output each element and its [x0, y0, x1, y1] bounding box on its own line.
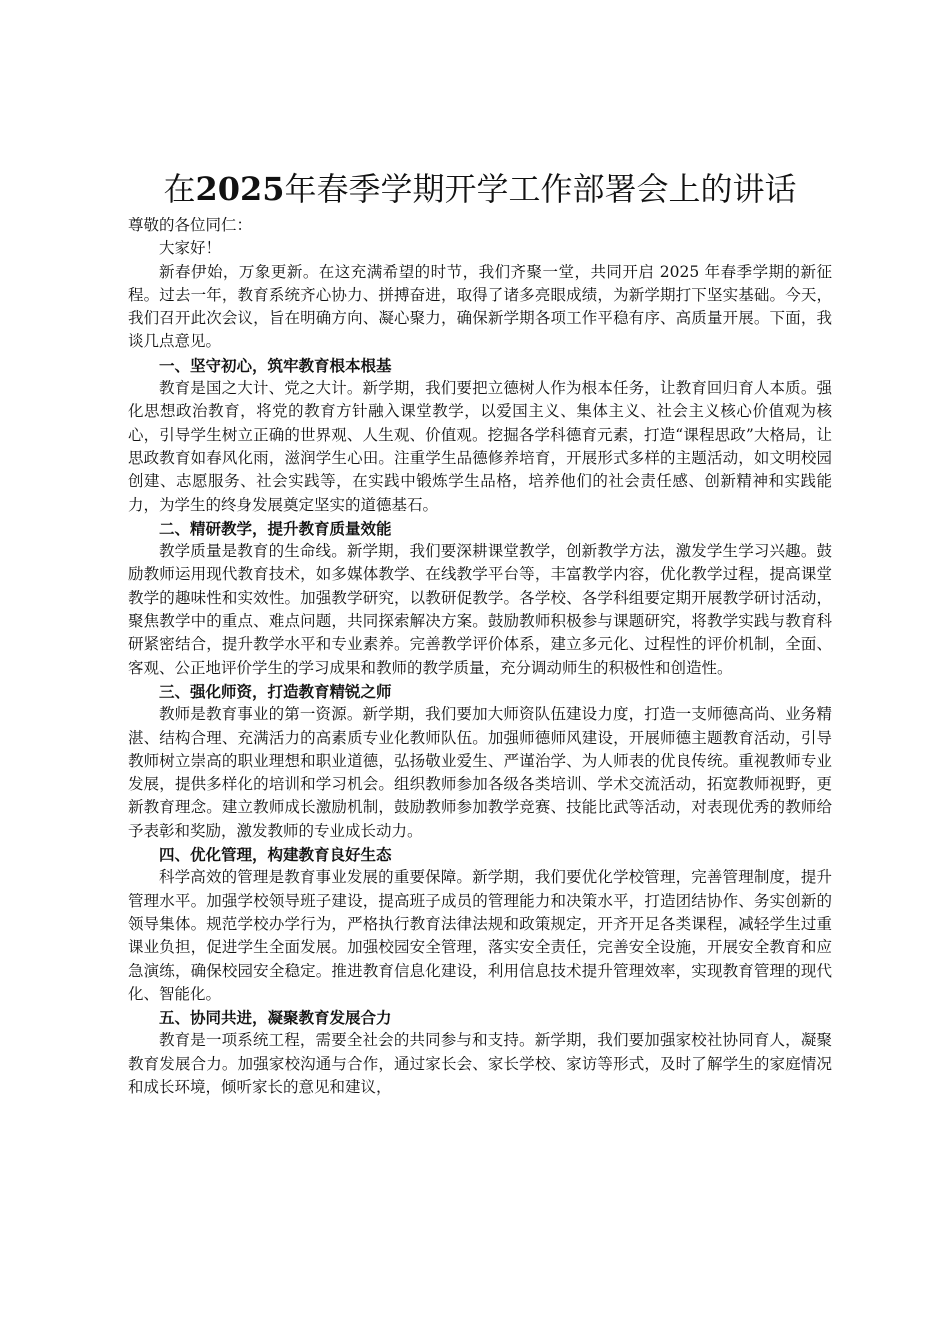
title-year: 2025 [195, 170, 285, 208]
title-prefix: 在 [163, 170, 196, 208]
section-3-paragraph: 教师是教育事业的第一资源。新学期，我们要加大师资队伍建设力度，打造一支师德高尚、业务精湛、结构合理、充满活力的高素质专业化教师队伍。加强师德师风建设，开展师德主题教育活动，引导教师树立崇高的职业理想和职业道德，弘扬敬业爱生、严谨治学、为人师表的优良传统。重视教师专业发展，提供多样化的培训和学习机会。组织教师参加各级各类培训、学术交流活动，拓宽教师视野，更新教育理念。建立教师成长激励机制，鼓励教师参加教学竞赛、技能比武等活动，对表现优秀的教师给予表彰和奖励，激发教师的专业成长动力。 [128, 705, 832, 840]
document-title [128, 166, 832, 212]
section-1-paragraph: 教育是国之大计、党之大计。新学期，我们要把立德树人作为根本任务，让教育回归育人本质。强化思想政治教育，将党的教育方针融入课堂教学，以爱国主义、集体主义、社会主义核心价值观为核心，引导学生树立正确的世界观、人生观、价值观。挖掘各学科德育元素，打造“课程思政”大格局，让思政教育如春风化雨，滋润学生心田。注重学生品德修养培育，开展形式多样的主题活动，如文明校园创建、志愿服务、社会实践等，在实践中锻炼学生品格，培养他们的社会责任感、创新精神和实践能力，为学生的终身发展奠定坚实的道德基石。 [128, 379, 832, 514]
salutation: 尊敬的各位同仁： [128, 216, 253, 234]
section-1-heading: 一、坚守初心，筑牢教育根本根基 [159, 355, 392, 375]
document-page [128, 166, 832, 1099]
section-4-heading: 四、优化管理，构建教育良好生态 [159, 845, 392, 865]
title-suffix: 年春季学期开学工作部署会上的讲话 [284, 170, 797, 208]
intro-paragraph: 新春伊始，万象更新。在这充满希望的时节，我们齐聚一堂，共同开启 2025 年春季学期的新征程。过去一年，教育系统齐心协力、拼搏奋进，取得了诸多亮眼成绩，为新学期打下坚实基础。今天，我们召开此次会议，旨在明确方向、凝心聚力，确保新学期各项工作平稳有序、高质量开展。下面，我谈几点意见。 [128, 262, 832, 351]
document-body [128, 214, 832, 1099]
section-5-paragraph: 教育是一项系统工程，需要全社会的共同参与和支持。新学期，我们要加强家校社协同育人，凝聚教育发展合力。加强家校沟通与合作，通过家长会、家长学校、家访等形式，及时了解学生的家庭情况和成长环境，倾听家长的意见和建议， [128, 1031, 832, 1096]
section-2-heading: 二、精研教学，提升教育质量效能 [159, 518, 392, 538]
section-3-heading: 三、强化师资，打造教育精锐之师 [159, 681, 392, 701]
section-4-paragraph: 科学高效的管理是教育事业发展的重要保障。新学期，我们要优化学校管理，完善管理制度，提升管理水平。加强学校领导班子建设，提高班子成员的管理能力和决策水平，打造团结协作、务实创新的领导集体。规范学校办学行为，严格执行教育法律法规和政策规定，开齐开足各类课程，减轻学生过重课业负担，促进学生全面发展。加强校园安全管理，落实安全责任，完善安全设施，开展安全教育和应急演练，确保校园安全稳定。推进教育信息化建设，利用信息技术提升管理效率，实现教育管理的现代化、智能化。 [128, 868, 832, 1003]
greeting: 大家好！ [159, 239, 222, 258]
section-5-heading: 五、协同共进，凝聚教育发展合力 [159, 1008, 392, 1028]
section-2-paragraph: 教学质量是教育的生命线。新学期，我们要深耕课堂教学，创新教学方法，激发学生学习兴趣。鼓励教师运用现代教育技术，如多媒体教学、在线教学平台等，丰富教学内容，优化教学过程，提高课堂教学的趣味性和实效性。加强教学研究，以教研促教学。各学校、各学科组要定期开展教学研讨活动，聚焦教学中的重点、难点问题，共同探索解决方案。鼓励教师积极参与课题研究，将教学实践与教育科研紧密结合，提升教学水平和专业素养。完善教学评价体系，建立多元化、过程性的评价机制，全面、客观、公正地评价学生的学习成果和教师的教学质量，充分调动师生的积极性和创造性。 [128, 542, 832, 677]
